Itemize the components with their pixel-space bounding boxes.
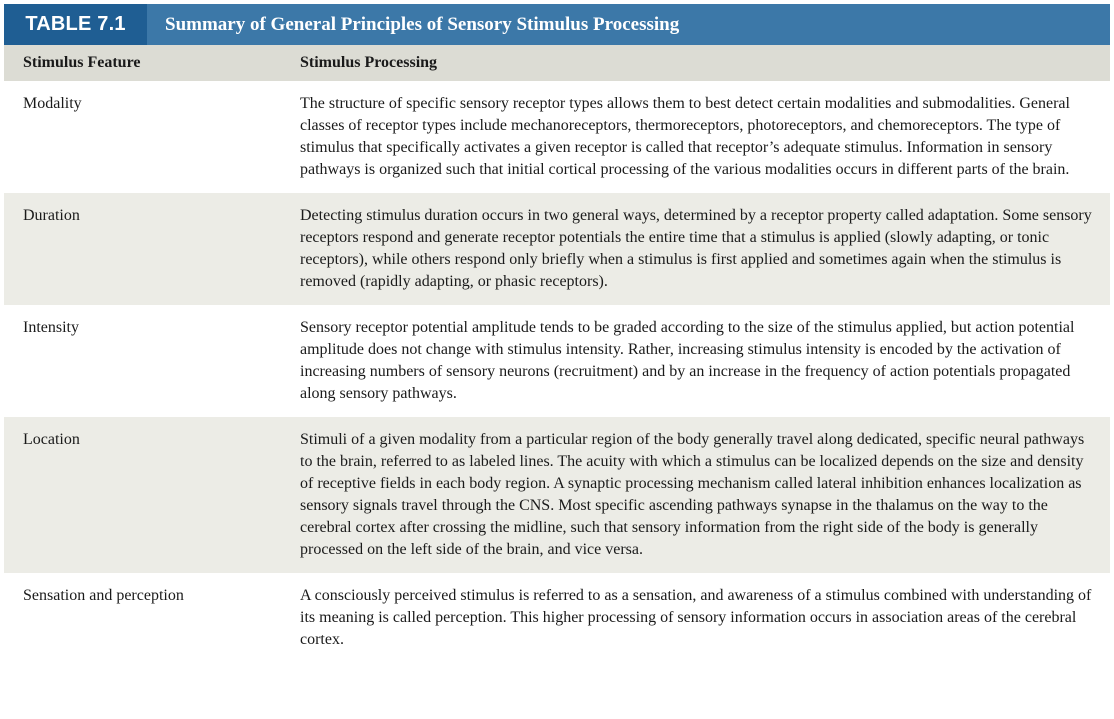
row-feature: Intensity — [23, 319, 79, 336]
table-row-duration — [4, 193, 1110, 305]
table-title: Summary of General Principles of Sensory Stimulus Processing — [165, 13, 680, 35]
row-processing: Detecting stimulus duration occurs in two general ways, determined by a receptor property called adaptation. Some sensory receptors respond and generate receptor potentials the entire time that a stimulus is applied (slowly adapting, or tonic receptors), while others respond only briefly when a stimulus is first applied and sometimes again when the stimulus is removed (rapidly adapting, or phasic receptors). — [300, 207, 1092, 290]
column-header-row — [4, 45, 1110, 81]
table-row-location — [4, 417, 1110, 573]
row-feature: Sensation and perception — [23, 587, 184, 604]
table-title-bar — [4, 4, 1110, 45]
column-header-feature: Stimulus Feature — [23, 54, 141, 71]
row-processing: A consciously perceived stimulus is referred to as a sensation, and awareness of a stimulus combined with understanding of its meaning is called perception. This higher processing of sensory information occurs in association areas of the cerebral cortex. — [300, 587, 1092, 648]
row-feature: Duration — [23, 207, 80, 224]
column-header-processing: Stimulus Processing — [300, 54, 438, 71]
table-row-sensation-perception — [4, 573, 1110, 663]
summary-table — [4, 4, 1110, 663]
row-processing: The structure of specific sensory receptor types allows them to best detect certain modalities and submodalities. General classes of receptor types include mechanoreceptors, thermoreceptors, photoreceptors, and chemoreceptors. The type of stimulus that specifically activates a given receptor is called that receptor’s adequate stimulus. Information in sensory pathways is organized such that initial cortical processing of the various modalities occurs in different parts of the brain. — [300, 95, 1070, 178]
row-feature: Modality — [23, 95, 82, 112]
table-row-intensity — [4, 305, 1110, 417]
row-feature: Location — [23, 431, 80, 448]
row-processing: Sensory receptor potential amplitude tends to be graded according to the size of the stimulus applied, but action potential amplitude does not change with stimulus intensity. Rather, increasing stimulus intensity is encoded by the activation of increasing numbers of sensory neurons (recruitment) and by an increase in the frequency of action potentials propagated along sensory pathways. — [300, 319, 1075, 402]
table-row-modality — [4, 81, 1110, 193]
row-processing: Stimuli of a given modality from a particular region of the body generally travel along dedicated, specific neural pathways to the brain, referred to as labeled lines. The acuity with which a stimulus can be localized depends on the size and density of receptive fields in each body region. A synaptic processing mechanism called lateral inhibition enhances localization as sensory signals travel through the CNS. Most specific ascending pathways synapse in the thalamus on the way to the cerebral cortex after crossing the midline, such that sensory information from the right side of the body is generally processed on the left side of the brain, and vice versa. — [300, 431, 1085, 558]
table-number-label: TABLE 7.1 — [4, 4, 147, 45]
